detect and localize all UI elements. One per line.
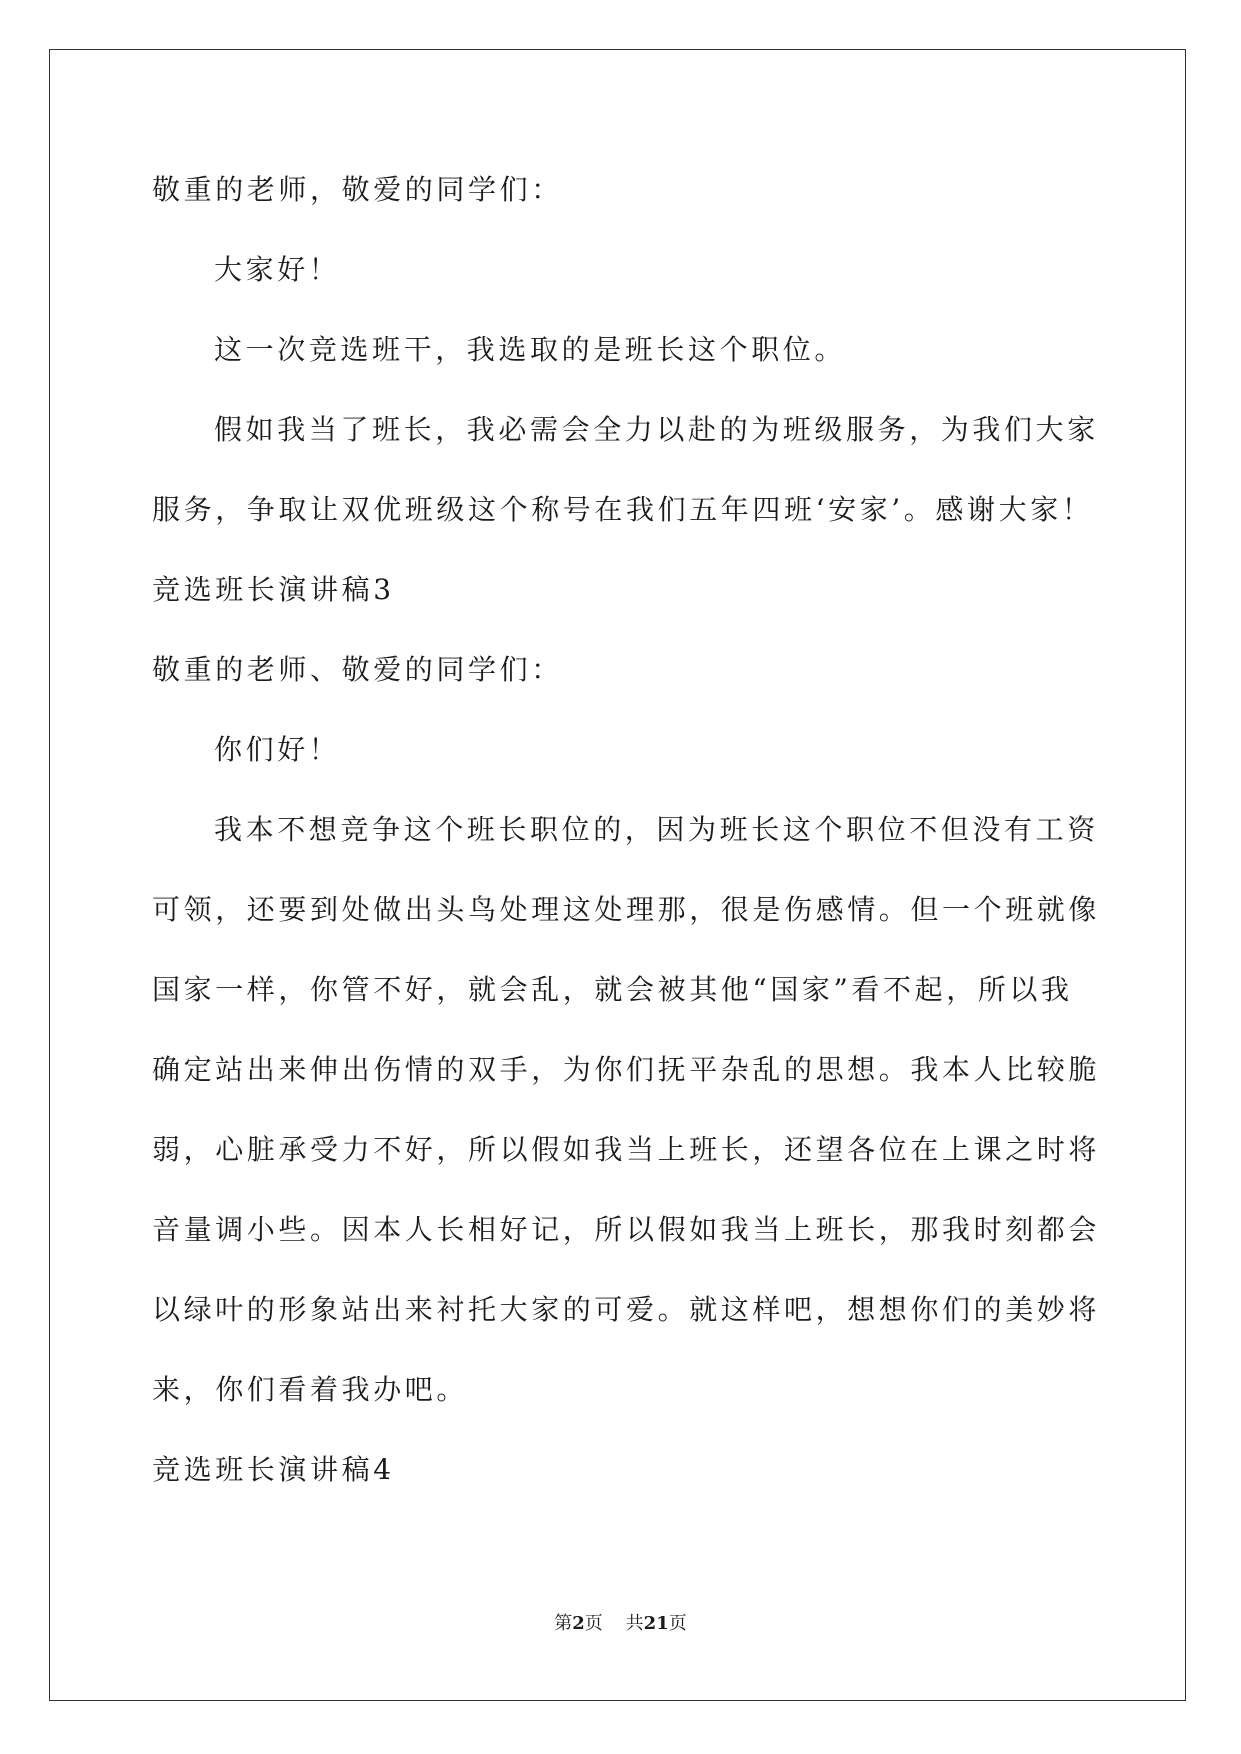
page-prefix: 第 [554,1613,573,1634]
page-number: 2 [572,1613,585,1634]
page-suffix: 页 [584,1613,603,1634]
paragraph-line: 来，你们看着我办吧。 [152,1373,469,1406]
paragraph-line: 假如我当了班长，我必需会全力以赴的为班级服务，为我们大家 [214,413,1099,446]
salutation: 敬重的老师，敬爱的同学们： [152,173,563,206]
paragraph-line: 音量调小些。因本人长相好记，所以假如我当上班长，那我时刻都会 [152,1213,1101,1246]
section-heading: 竞选班长演讲稿3 [152,573,395,606]
paragraph-line: 这一次竞选班干，我选取的是班长这个职位。 [214,333,847,366]
paragraph-line: 我本不想竞争这个班长职位的，因为班长这个职位不但没有工资 [214,813,1099,846]
paragraph-line: 弱，心脏承受力不好，所以假如我当上班长，还望各位在上课之时将 [152,1133,1101,1166]
paragraph-line: 以绿叶的形象站出来衬托大家的可爱。就这样吧，想想你们的美妙将 [152,1293,1101,1326]
greeting: 你们好！ [214,733,341,766]
paragraph-line: 确定站出来伸出伤情的双手，为你们抚平杂乱的思想。我本人比较脆 [152,1053,1101,1086]
paragraph-line: 国家一样，你管不好，就会乱，就会被其他“国家”看不起，所以我 [152,973,1073,1006]
greeting: 大家好！ [214,253,341,286]
total-prefix: 共 [625,1613,644,1634]
paragraph-line: 服务，争取让双优班级这个称号在我们五年四班‘安家’。感谢大家！ [152,493,1094,526]
paragraph-line: 可领，还要到处做出头鸟处理这处理那，很是伤感情。但一个班就像 [152,893,1101,926]
total-suffix: 页 [668,1613,687,1634]
total-pages: 21 [643,1613,669,1634]
section-heading: 竞选班长演讲稿4 [152,1453,395,1486]
page-footer [0,1612,1241,1636]
salutation: 敬重的老师、敬爱的同学们： [152,653,563,686]
